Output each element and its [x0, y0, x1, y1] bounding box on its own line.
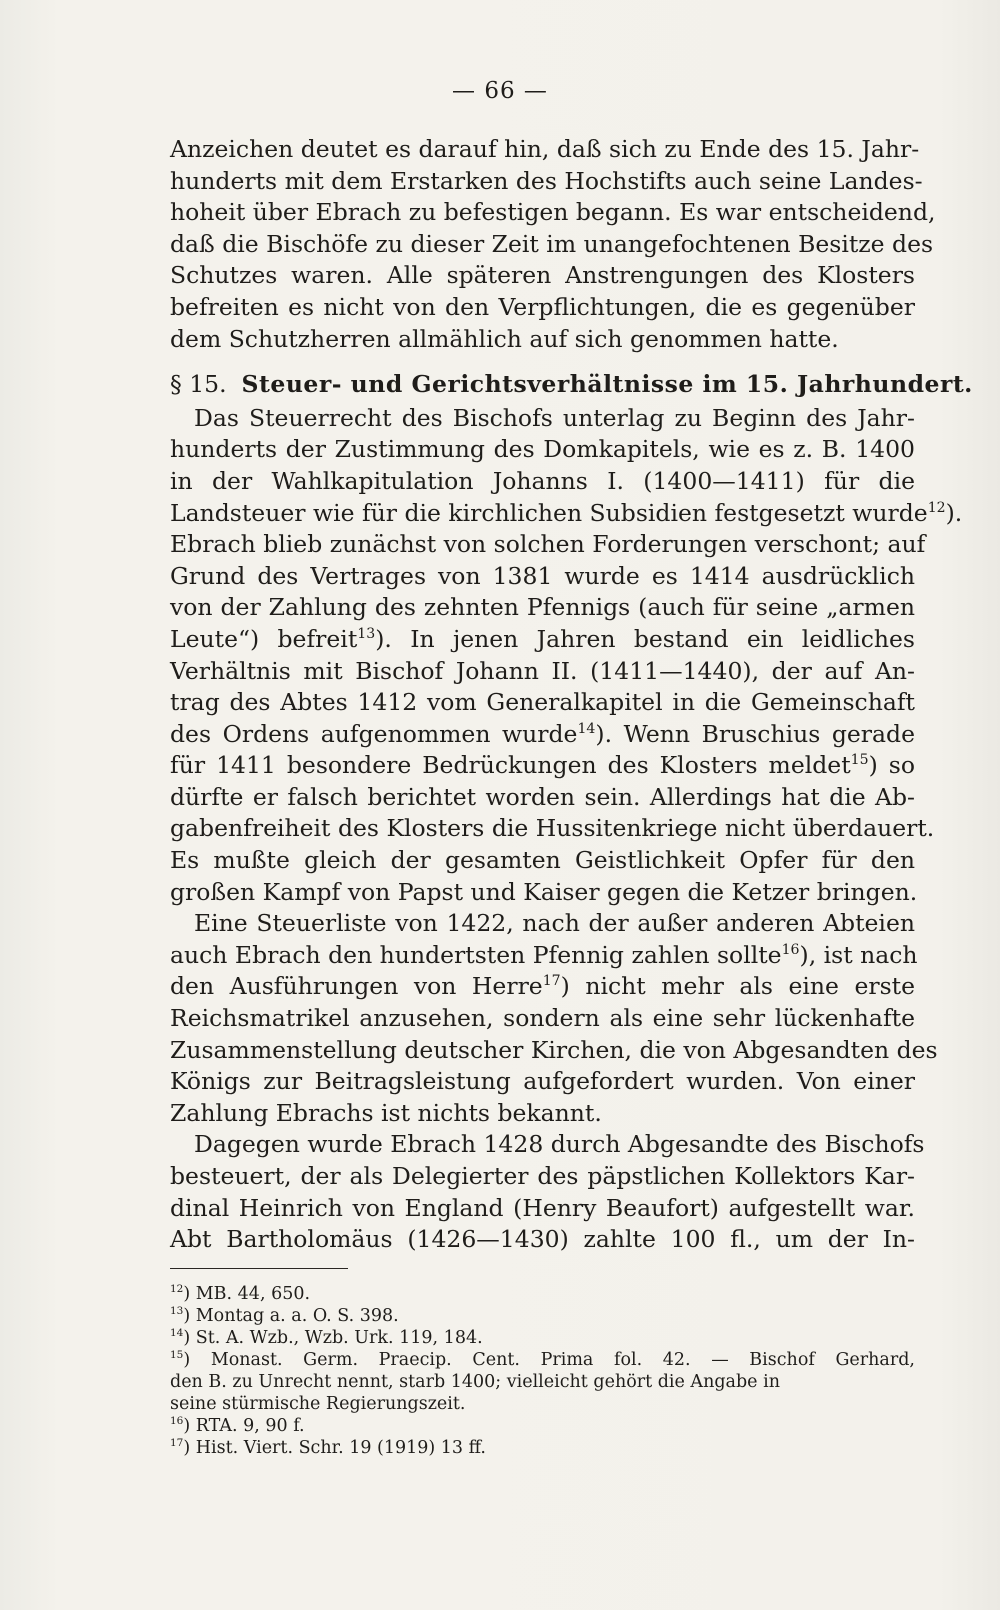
- footnote: [170, 1305, 915, 1327]
- footnote-ref: 17: [542, 973, 561, 990]
- text-line: [170, 877, 918, 909]
- line-text: hunderts der Zustimmung des Domkapitels, wie es z. B. 1400: [170, 435, 915, 464]
- line-text: ) so: [868, 751, 915, 780]
- text-line: hunderts mit dem Erstarken des Hochstifts auch seine Landes-: [170, 166, 923, 195]
- text-line: [170, 1098, 915, 1130]
- line-text: Landsteuer wie für die kirchlichen Subsidien festgesetzt wurde: [170, 498, 928, 527]
- text-line: [170, 719, 915, 751]
- footnote-continuation: seine stürmische Regierungszeit.: [170, 1394, 466, 1414]
- text-line: [170, 1066, 915, 1098]
- text-line: dem Schutzherren allmählich auf sich genommen hatte.: [170, 324, 839, 353]
- text-line: [170, 498, 963, 530]
- footnote: [170, 1415, 915, 1437]
- footnote-number: 14: [170, 1327, 184, 1340]
- line-text: ). Wenn Bruschius gerade: [595, 719, 915, 748]
- footnote-text: ) Montag a. a. O. S. 398.: [183, 1306, 399, 1326]
- footnote-number: 16: [170, 1415, 184, 1428]
- text-line: Schutzes waren. Alle späteren Anstrengungen des Klosters: [170, 261, 915, 290]
- text-line: [170, 845, 915, 877]
- text-line: [170, 1003, 915, 1035]
- text-line: Abt Bartholomäus (1426—1430) zahlte 100 fl., um der In-: [170, 1225, 915, 1254]
- footnote-text: ) St. A. Wzb., Wzb. Urk. 119, 184.: [183, 1328, 483, 1348]
- text-line: befreiten es nicht von den Verpflichtungen, die es gegenüber: [170, 292, 915, 321]
- line-text: ).: [945, 498, 963, 527]
- footnote-ref: 16: [781, 942, 800, 959]
- line-text: ), ist nach: [799, 940, 918, 969]
- footnote: [170, 1437, 915, 1459]
- text-line: [170, 687, 915, 719]
- line-text: Leute“) befreit: [170, 624, 358, 653]
- line-text: den Ausführungen von Herre: [170, 972, 543, 1001]
- line-text: ). In jenen Jahren bestand ein leidliches: [375, 624, 915, 653]
- line-text: Ebrach blieb zunächst von solchen Forderungen verschont; auf: [170, 530, 926, 559]
- paragraph-3: [170, 908, 938, 1129]
- line-text: Zusammenstellung deutscher Kirchen, die von Abgesandten des: [170, 1035, 938, 1064]
- text-line: [170, 813, 935, 845]
- footnote-text: ) Monast. Germ. Praecip. Cent. Prima fol. 42. — Bischof Gerhard,: [183, 1350, 915, 1370]
- line-text: Verhältnis mit Bischof Johann II. (1411—1440), der auf An-: [170, 656, 915, 685]
- paragraph-1: [170, 134, 936, 355]
- footnote-ref: 14: [577, 720, 596, 737]
- footnote-number: 12: [170, 1283, 184, 1296]
- text-line: [170, 971, 915, 1003]
- footnote-ref: 15: [850, 752, 869, 769]
- text-line: [170, 434, 915, 466]
- line-text: Es mußte gleich der gesamten Geistlichkeit Opfer für den: [170, 846, 915, 875]
- footnote-text: ) RTA. 9, 90 f.: [183, 1416, 305, 1436]
- text-line: dinal Heinrich von England (Henry Beaufort) aufgestellt war.: [170, 1193, 915, 1222]
- footnote-divider: [170, 1268, 348, 1269]
- main-text: [170, 134, 973, 1256]
- line-text: des Ordens aufgenommen wurde: [170, 719, 578, 748]
- text-line: daß die Bischöfe zu dieser Zeit im unangefochtenen Besitze des: [170, 229, 934, 258]
- footnote-text: ) Hist. Viert. Schr. 19 (1919) 13 ff.: [183, 1438, 486, 1458]
- text-line: [170, 466, 915, 498]
- line-text: Zahlung Ebrachs ist nichts bekannt.: [170, 1098, 602, 1127]
- footnote-number: 13: [170, 1305, 184, 1318]
- section-title: Steuer- und Gerichtsverhältnisse im 15. Jahrhundert.: [241, 370, 973, 399]
- footnote: [170, 1349, 915, 1371]
- paragraph-2: [170, 403, 963, 909]
- line-text: von der Zahlung des zehnten Pfennigs (auch für seine „armen: [170, 593, 915, 622]
- line-text: in der Wahlkapitulation Johanns I. (1400—1411) für die: [170, 466, 915, 495]
- page-number: — 66 —: [452, 78, 548, 104]
- footnote-ref: 12: [927, 499, 946, 516]
- text-line: [170, 908, 915, 940]
- footnote-continuation: den B. zu Unrecht nennt, starb 1400; vielleicht gehört die Angabe in: [170, 1372, 780, 1392]
- line-text: Grund des Vertrages von 1381 wurde es 1414 ausdrücklich: [170, 561, 915, 590]
- text-line: [170, 403, 915, 435]
- line-text: trag des Abtes 1412 vom Generalkapitel in die Gemeinschaft: [170, 688, 915, 717]
- text-line: [170, 940, 918, 972]
- footnote-text: ) MB. 44, 650.: [183, 1284, 311, 1304]
- text-line: [170, 561, 915, 593]
- text-line: [170, 529, 926, 561]
- text-line: [170, 624, 915, 656]
- line-text: gabenfreiheit des Klosters die Hussitenkriege nicht überdauert.: [170, 814, 935, 843]
- footnote: [170, 1283, 915, 1305]
- text-line: hoheit über Ebrach zu befestigen begann. Es war entscheidend,: [170, 198, 936, 227]
- section-heading: [170, 369, 973, 401]
- text-line: [170, 656, 915, 688]
- text-line: besteuert, der als Delegierter des päpstlichen Kollektors Kar-: [170, 1162, 915, 1190]
- text-line: Dagegen wurde Ebrach 1428 durch Abgesandte des Bischofs: [194, 1130, 925, 1159]
- footnote-number: 17: [170, 1437, 184, 1450]
- footnote-ref: 13: [357, 626, 376, 643]
- section-number: § 15.: [170, 370, 227, 399]
- text-line: [170, 750, 915, 782]
- line-text: großen Kampf von Papst und Kaiser gegen die Ketzer bringen.: [170, 877, 918, 906]
- text-line: [170, 592, 915, 624]
- line-text: Das Steuerrecht des Bischofs unterlag zu Beginn des Jahr-: [194, 403, 915, 432]
- line-text: Reichsmatrikel anzusehen, sondern als eine sehr lückenhafte: [170, 1004, 915, 1033]
- line-text: Königs zur Beitragsleistung aufgefordert wurden. Von einer: [170, 1067, 915, 1096]
- line-text: auch Ebrach den hundertsten Pfennig zahlen sollte: [170, 940, 782, 969]
- line-text: dürfte er falsch berichtet worden sein. Allerdings hat die Ab-: [170, 782, 915, 811]
- line-text: für 1411 besondere Bedrückungen des Klosters meldet: [170, 751, 851, 780]
- line-text: Eine Steuerliste von 1422, nach der außer anderen Abteien: [194, 909, 915, 938]
- text-line: Anzeichen deutet es darauf hin, daß sich zu Ende des 15. Jahr-: [170, 135, 920, 163]
- text-line: [170, 782, 915, 814]
- footnotes: [170, 1283, 915, 1459]
- footnote: [170, 1327, 915, 1349]
- text-line: [170, 1035, 938, 1067]
- footnote-number: 15: [170, 1349, 184, 1362]
- paragraph-4: [170, 1129, 925, 1255]
- line-text: ) nicht mehr als eine erste: [560, 972, 915, 1001]
